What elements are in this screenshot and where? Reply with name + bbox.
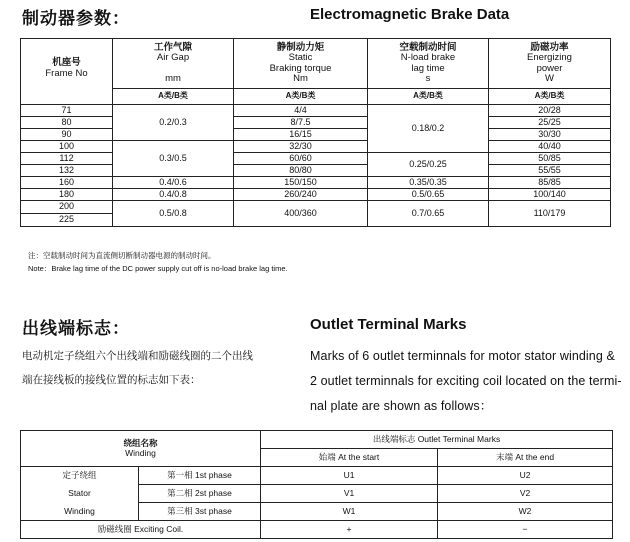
header-torque-cn: 静制动力矩 bbox=[276, 41, 325, 53]
exciting-coil-label: 励磁线圈 Exciting Coil. bbox=[21, 521, 261, 539]
winding-header bbox=[21, 431, 261, 467]
class-label-gap: A类/B类 bbox=[113, 89, 234, 105]
phase-1-label: 第一相 1st phase bbox=[139, 467, 261, 485]
header-air-gap bbox=[113, 39, 234, 89]
header-lag-time bbox=[368, 39, 489, 89]
header-lag-unit: s bbox=[425, 72, 431, 84]
torque-cell: 400/360 bbox=[234, 201, 368, 227]
frame-cell: 100 bbox=[21, 141, 113, 153]
start-header: 始端 At the start bbox=[261, 449, 438, 467]
winding-header-cn: 绕组名称 bbox=[123, 438, 158, 449]
header-torque-en1: Static bbox=[288, 52, 313, 64]
torque-cell: 60/60 bbox=[234, 153, 368, 165]
header-lag-cn: 空载制动时间 bbox=[399, 41, 457, 53]
class-label-lag: A类/B类 bbox=[368, 89, 489, 105]
frame-cell: 71 bbox=[21, 105, 113, 117]
class-label-power: A类/B类 bbox=[489, 89, 611, 105]
phase-3-label: 第三相 3st phase bbox=[139, 503, 261, 521]
header-torque bbox=[234, 39, 368, 89]
header-gap-cn: 工作气隙 bbox=[153, 41, 192, 53]
header-power-unit: W bbox=[545, 72, 554, 84]
torque-cell: 16/15 bbox=[234, 129, 368, 141]
outlet-desc-en-line2: 2 outlet terminnals for exciting coil located on the termi- bbox=[310, 374, 622, 388]
torque-cell: 80/80 bbox=[234, 165, 368, 177]
mark-v2: V2 bbox=[438, 485, 613, 503]
lag-cell: 0.5/0.65 bbox=[368, 189, 489, 201]
gap-cell: 0.2/0.3 bbox=[113, 105, 234, 141]
header-gap-unit: mm bbox=[165, 72, 181, 84]
frame-cell: 200 bbox=[21, 201, 113, 214]
torque-cell: 260/240 bbox=[234, 189, 368, 201]
outlet-desc-en bbox=[310, 344, 620, 419]
end-header: 末端 At the end bbox=[438, 449, 613, 467]
gap-cell: 0.4/0.6 bbox=[113, 177, 234, 189]
header-frame-en: Frame No bbox=[45, 67, 88, 79]
brake-title-cn: 制动器参数： bbox=[22, 9, 130, 29]
header-power-en2: power bbox=[536, 62, 563, 74]
frame-cell: 80 bbox=[21, 117, 113, 129]
power-cell: 110/179 bbox=[489, 201, 611, 227]
note-cn: 注：空载制动时间为直流侧切断制动器电源的制动时间。 bbox=[28, 251, 216, 260]
brake-title-en: Electromagnetic Brake Data bbox=[310, 6, 510, 23]
frame-header-spacer bbox=[21, 89, 113, 105]
torque-cell: 32/30 bbox=[234, 141, 368, 153]
mark-w1: W1 bbox=[261, 503, 438, 521]
lag-cell: 0.18/0.2 bbox=[368, 105, 489, 153]
gap-cell: 0.4/0.8 bbox=[113, 189, 234, 201]
torque-cell: 8/7.5 bbox=[234, 117, 368, 129]
outlet-desc-cn bbox=[22, 344, 292, 392]
power-cell: 40/40 bbox=[489, 141, 611, 153]
lag-cell: 0.25/0.25 bbox=[368, 153, 489, 177]
winding-header-en: Winding bbox=[125, 447, 156, 458]
marks-header: 出线端标志 Outlet Terminal Marks bbox=[261, 431, 613, 449]
stator-label-en2: Winding bbox=[21, 503, 139, 521]
power-cell: 20/28 bbox=[489, 105, 611, 117]
power-cell: 85/85 bbox=[489, 177, 611, 189]
power-cell: 55/55 bbox=[489, 165, 611, 177]
torque-cell: 4/4 bbox=[234, 105, 368, 117]
outlet-title-en: Outlet Terminal Marks bbox=[310, 316, 467, 333]
mark-w2: W2 bbox=[438, 503, 613, 521]
stator-label-cn: 定子绕组 bbox=[21, 467, 139, 485]
mark-minus: − bbox=[438, 521, 613, 539]
mark-plus: + bbox=[261, 521, 438, 539]
class-label-torque: A类/B类 bbox=[234, 89, 368, 105]
power-cell: 100/140 bbox=[489, 189, 611, 201]
outlet-desc-en-line3: nal plate are shown as follows： bbox=[310, 399, 493, 413]
terminal-marks-table bbox=[20, 430, 613, 539]
power-cell: 25/25 bbox=[489, 117, 611, 129]
header-power bbox=[489, 39, 611, 89]
header-frame bbox=[21, 39, 113, 89]
power-cell: 50/85 bbox=[489, 153, 611, 165]
frame-cell: 180 bbox=[21, 189, 113, 201]
header-lag-en1: N-load brake bbox=[400, 52, 456, 64]
mark-v1: V1 bbox=[261, 485, 438, 503]
lag-cell: 0.35/0.35 bbox=[368, 177, 489, 189]
frame-cell: 90 bbox=[21, 129, 113, 141]
note-en: Note：Brake lag time of the DC power supply cut off is no-load brake lag time. bbox=[28, 264, 288, 273]
outlet-desc-cn-line2: 端在接线板的接线位置的标志如下表： bbox=[22, 374, 201, 386]
frame-cell: 160 bbox=[21, 177, 113, 189]
torque-cell: 150/150 bbox=[234, 177, 368, 189]
frame-cell: 132 bbox=[21, 165, 113, 177]
gap-cell: 0.3/0.5 bbox=[113, 141, 234, 177]
header-torque-en2: Braking torque bbox=[269, 62, 332, 74]
header-gap-en: Air Gap bbox=[156, 52, 190, 64]
header-lag-en2: lag time bbox=[411, 62, 445, 74]
gap-cell: 0.5/0.8 bbox=[113, 201, 234, 227]
header-torque-unit: Nm bbox=[293, 72, 308, 84]
mark-u2: U2 bbox=[438, 467, 613, 485]
outlet-desc-cn-line1: 电动机定子绕组六个出线端和励磁线圈的二个出线 bbox=[22, 350, 253, 362]
mark-u1: U1 bbox=[261, 467, 438, 485]
stator-label-en1: Stator bbox=[21, 485, 139, 503]
frame-cell: 225 bbox=[21, 214, 113, 227]
outlet-title-cn: 出线端标志： bbox=[22, 319, 130, 339]
outlet-desc-en-line1: Marks of 6 outlet terminnals for motor stator winding & bbox=[310, 349, 615, 363]
header-frame-cn: 机座号 bbox=[52, 57, 81, 69]
frame-cell: 112 bbox=[21, 153, 113, 165]
lag-cell: 0.7/0.65 bbox=[368, 201, 489, 227]
header-power-en1: Energizing bbox=[527, 52, 572, 64]
phase-2-label: 第二相 2st phase bbox=[139, 485, 261, 503]
brake-data-table bbox=[20, 38, 611, 227]
header-power-cn: 励磁功率 bbox=[530, 41, 569, 53]
power-cell: 30/30 bbox=[489, 129, 611, 141]
